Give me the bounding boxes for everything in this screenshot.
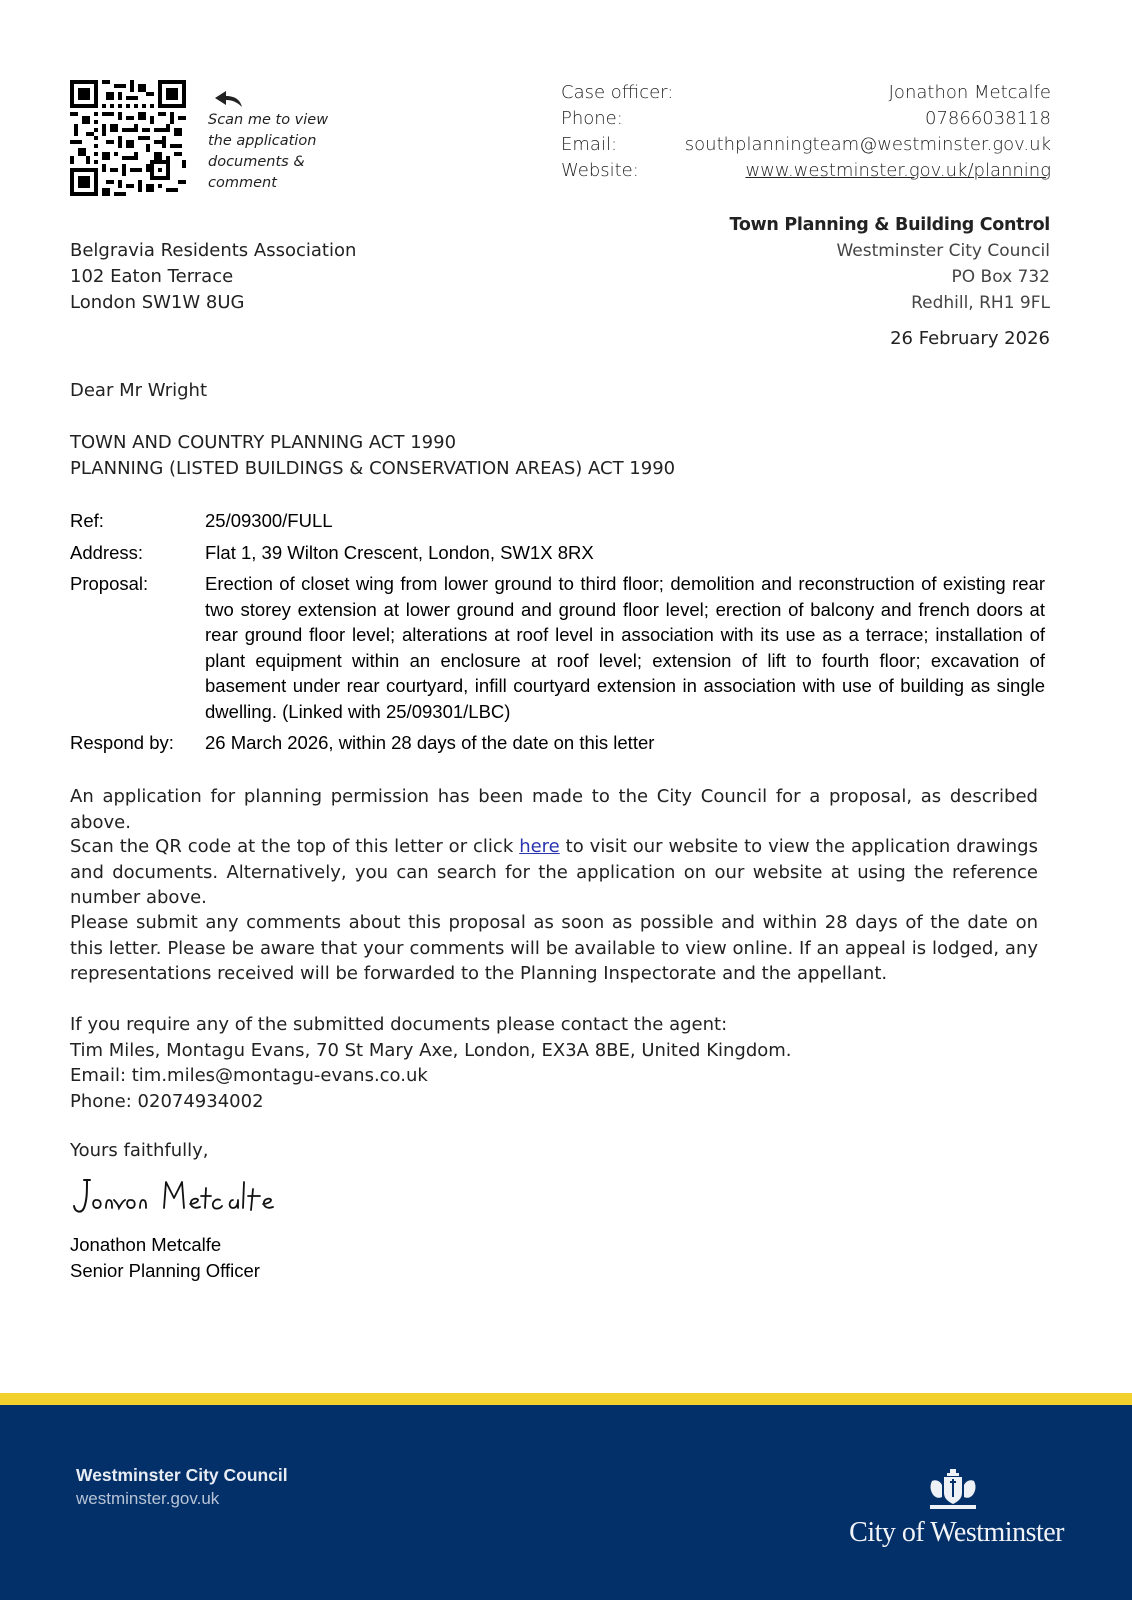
address-label: Address: [70,541,144,563]
detail-row-ref [70,508,1045,534]
footer-brand: City of Westminster [849,1517,1064,1548]
contact-row-officer [561,80,1051,106]
body-paragraph-3: Please submit any comments about this proposal as soon as possible and within 28 days of the date on this letter. Please be aware that your comments will be available to view online. If an appeal is lodged, any representations received will be forwarded to the Planning Inspectorate and the appellant. [70,912,1038,984]
body-text-span: Scan the QR code at the top of this letter or click [70,836,520,857]
here-link[interactable]: here [519,836,560,857]
footer-website: westminster.gov.uk [76,1489,220,1508]
qr-code-icon[interactable] [70,80,186,196]
recipient-address [70,238,356,316]
address-value: Flat 1, 39 Wilton Crescent, London, SW1X 8RX [205,541,594,563]
council-address-line: PO Box 732 [951,267,1050,287]
crest-icon [926,1467,980,1513]
proposal-label: Proposal: [70,573,149,594]
proposal-value: Erection of closet wing from lower ground to third floor; demolition and reconstruction of existing rear two storey extension at lower ground and ground floor level; erection of balcony and french doors at rear ground floor level; alterations at roof level in association with its use as a terrace; installation of plant equipment within an enclosure at roof level; extension of lift to fourth floor; excavation of basement under rear courtyard, infill courtyard extension in association with use of building as single dwelling. (Linked with 25/09301/LBC) [205,573,1045,722]
letter-date: 26 February 2026 [890,328,1050,349]
application-details [70,508,1045,762]
act-line: PLANNING (LISTED BUILDINGS & CONSERVATION AREAS) ACT 1990 [70,458,676,479]
agent-contact [70,1012,1038,1114]
agent-line: Tim Miles, Montagu Evans, 70 St Mary Axe, London, EX3A 8BE, United Kingdom. [70,1039,792,1061]
council-address [730,212,1050,316]
ref-label: Ref: [70,510,104,531]
case-officer-label: Case officer: [561,82,674,103]
signature-image [70,1170,370,1220]
phone-label: Phone: [561,108,623,129]
acts-heading [70,430,675,482]
agent-line: If you require any of the submitted documents please contact the agent: [70,1014,728,1035]
signer-name: Jonathon Metcalfe [70,1234,222,1255]
agent-line: Email: tim.miles@montagu-evans.co.uk [70,1065,428,1086]
footer-accent-stripe [0,1393,1132,1405]
case-officer-value: Jonathon Metcalfe [888,82,1051,103]
detail-row-address [70,540,1045,566]
qr-hint-line: Scan me to view [208,112,329,128]
council-address-line: Westminster City Council [836,241,1050,261]
salutation: Dear Mr Wright [70,380,208,401]
website-link[interactable]: www.westminster.gov.uk/planning [745,160,1051,181]
respond-label: Respond by: [70,732,174,753]
ref-value: 25/09300/FULL [205,510,333,531]
council-address-line: Redhill, RH1 9FL [911,293,1050,313]
back-arrow-icon [212,88,246,110]
act-line: TOWN AND COUNTRY PLANNING ACT 1990 [70,432,457,453]
qr-hint-line: documents & [208,154,305,170]
footer-band [0,1405,1132,1600]
signer-title: Senior Planning Officer [70,1260,260,1281]
email-value: southplanningteam@westminster.gov.uk [684,134,1051,155]
contact-row-phone [561,106,1051,132]
recipient-line: Belgravia Residents Association [70,240,357,261]
signer-block [70,1232,260,1284]
council-department: Town Planning & Building Control [729,215,1050,235]
respond-value: 26 March 2026, within 28 days of the date on this letter [205,732,655,753]
recipient-line: London SW1W 8UG [70,292,245,313]
phone-value: 07866038118 [925,108,1051,129]
body-paragraph-1: An application for planning permission has been made to the City Council for a proposal, as described above. [70,786,1038,833]
contact-row-website [561,158,1051,184]
body-text-span: to visit our website to view the application drawings and documents. Alternatively, you can search for the application on our website at using the reference number above. [70,836,1038,908]
recipient-line: 102 Eaton Terrace [70,266,234,287]
contact-details [561,80,1051,184]
qr-hint-line: comment [208,175,277,191]
detail-row-respond [70,730,1045,756]
qr-hint [208,88,348,194]
qr-hint-line: the application [208,133,317,149]
contact-row-email [561,132,1051,158]
body-paragraph-2 [70,834,1038,911]
website-label: Website: [561,160,639,181]
footer-council-name: Westminster City Council [76,1465,288,1485]
detail-row-proposal [70,571,1045,724]
agent-line: Phone: 02074934002 [70,1090,264,1112]
email-label: Email: [561,134,618,155]
closing: Yours faithfully, [70,1140,209,1161]
